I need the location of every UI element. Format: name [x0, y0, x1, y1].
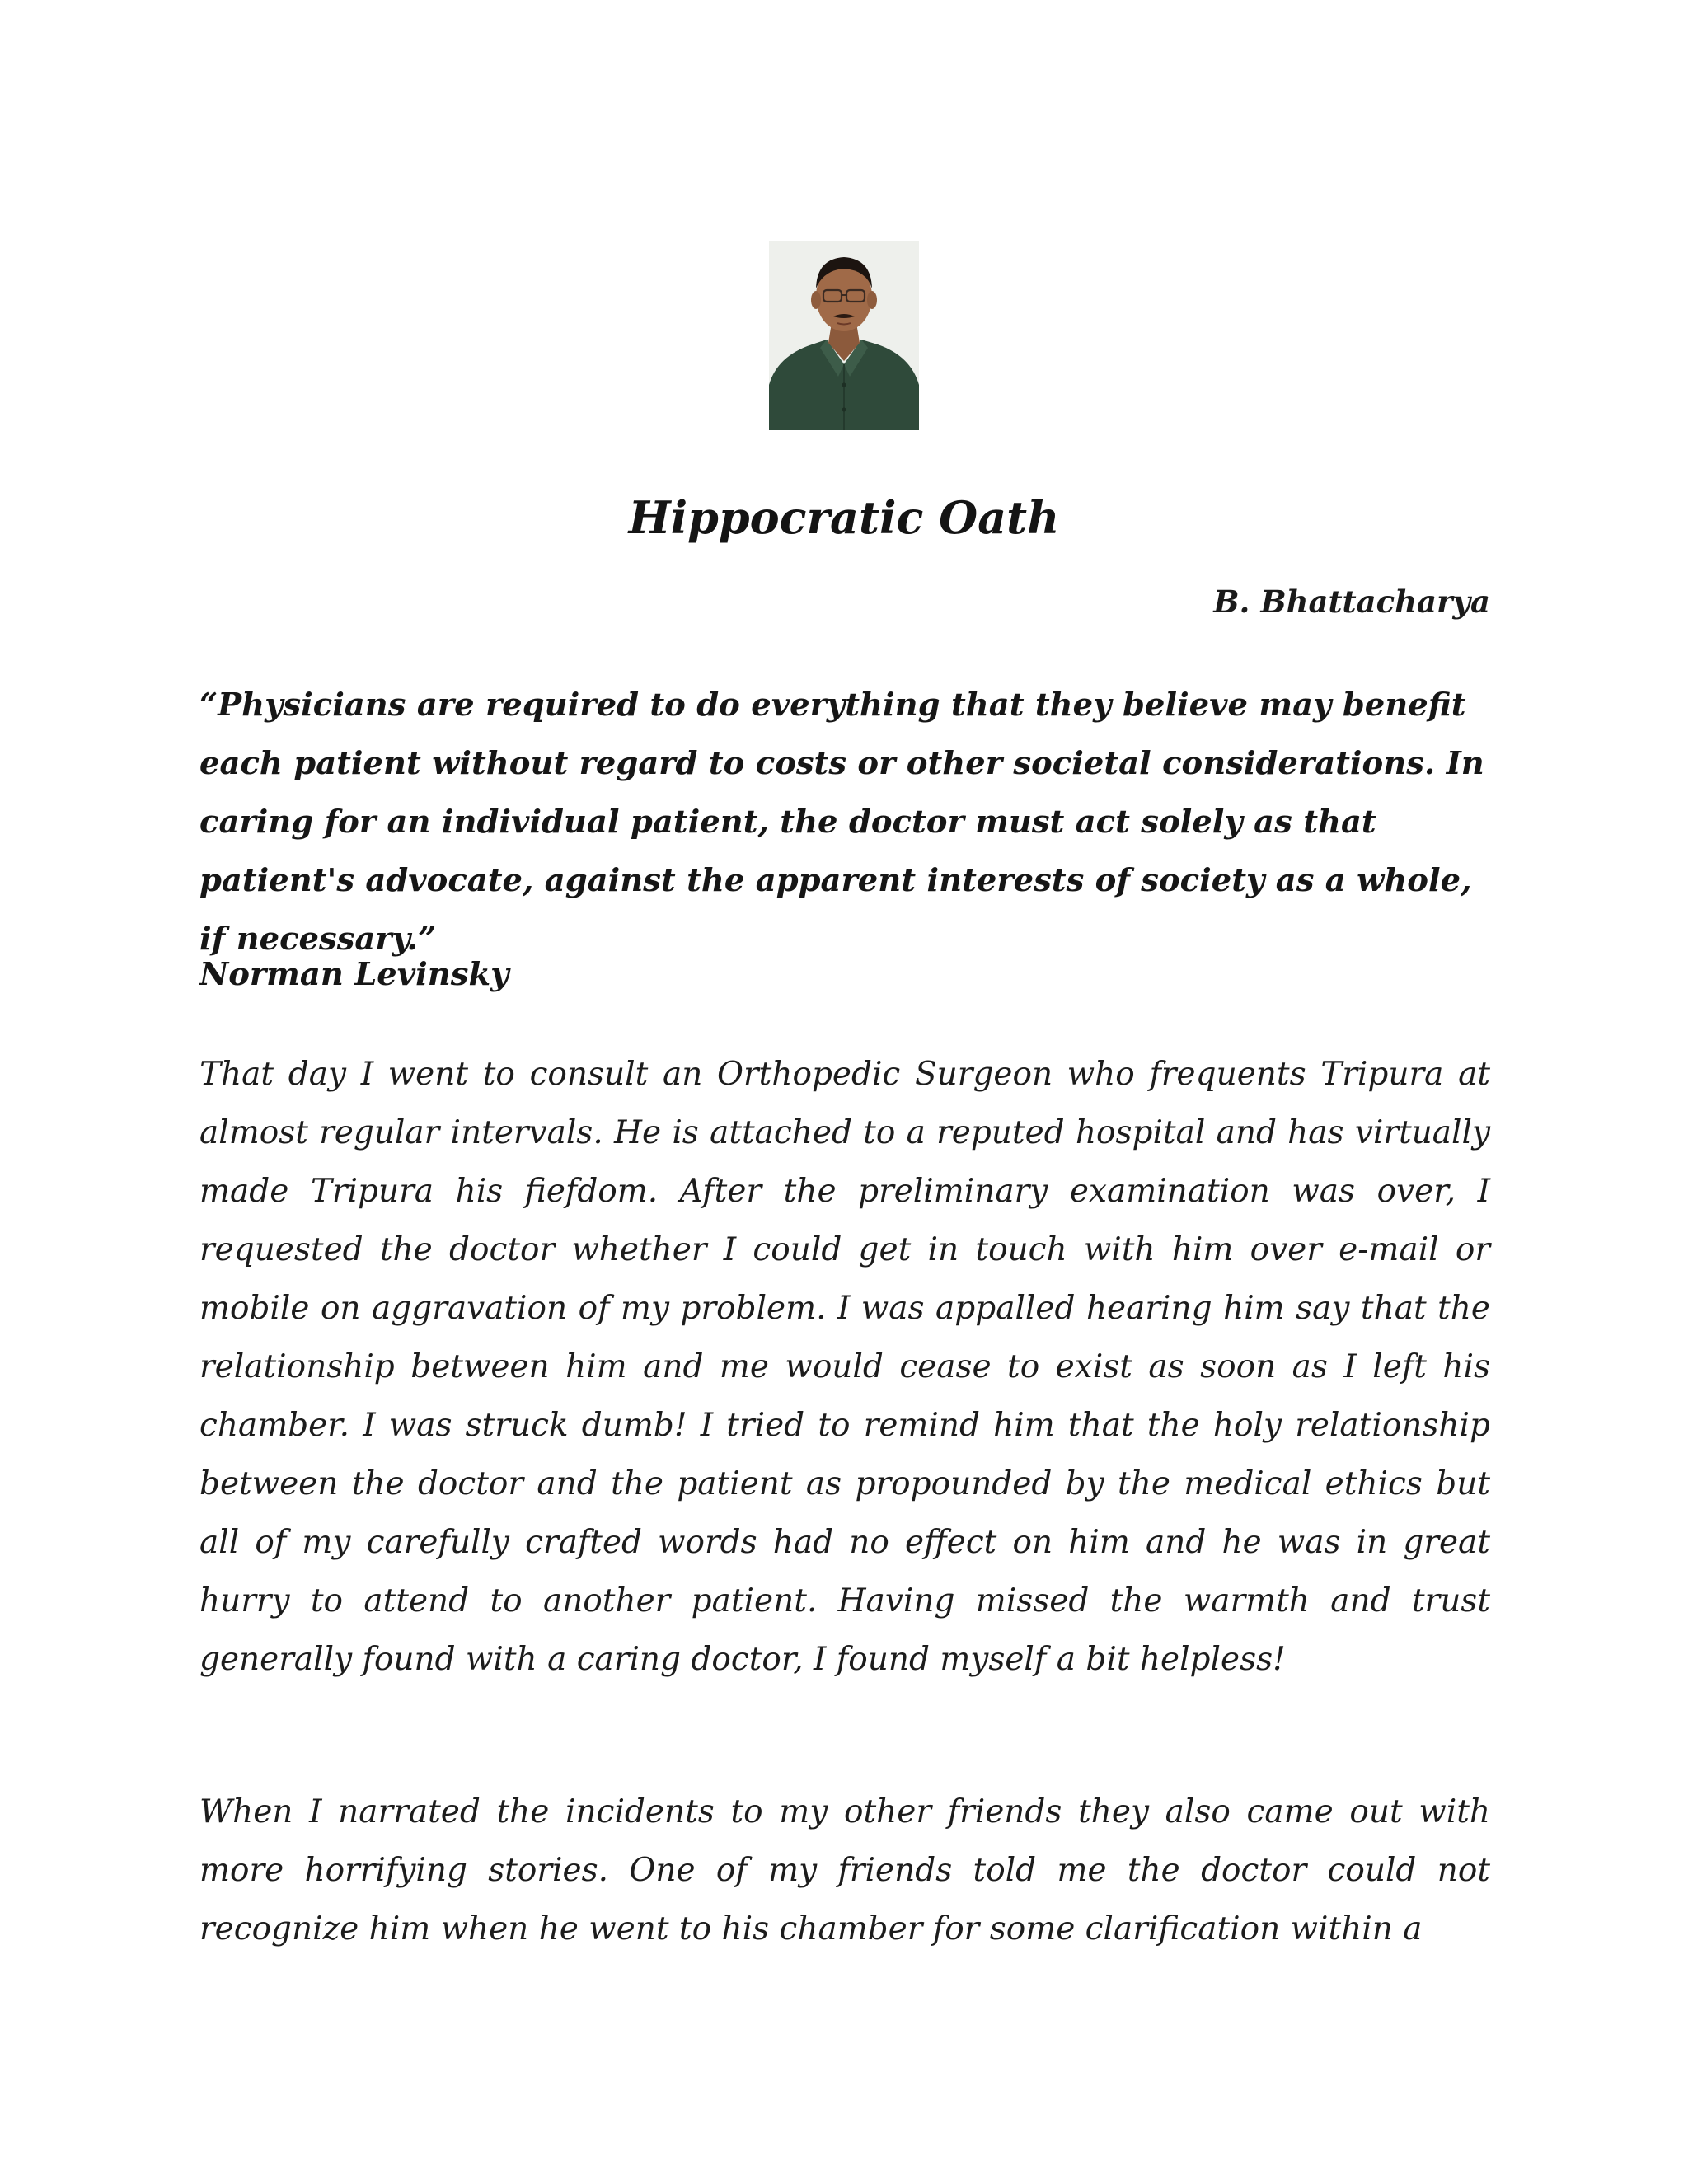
author-portrait: [769, 241, 919, 430]
author-byline: B. Bhattacharya: [1213, 583, 1490, 620]
epigraph-quote: “Physicians are required to do everything that they believe may benefit each patient without regard to costs or other societal considerations. In caring for an individual patient, the doctor must act solely as that patient's advocate, against the apparent interests of society as a whole, if necessary.”: [199, 687, 1484, 958]
epigraph-attribution: Norman Levinsky: [199, 956, 509, 993]
body-paragraph-1: That day I went to consult an Orthopedic Surgeon who frequents Tripura at almost regular intervals. He is attached to a reputed hospital and has virtually made Tripura his fiefdom. After the preliminary examination was over, I requested the doctor whether I could get in touch with him over e-mail or mobile on aggravation of my problem. I was appalled hearing him say that the relationship between him and me would cease to exist as soon as I left his chamber. I was struck dumb! I tried to remind him that the holy relationship between the doctor and the patient as propounded by the medical ethics but all of my carefully crafted words had no effect on him and he was in great hurry to attend to another patient. Having missed the warmth and trust generally found with a caring doctor, I found myself a bit helpless!: [199, 1056, 1490, 1678]
body-paragraph-2: When I narrated the incidents to my other friends they also came out with more horrifying stories. One of my friends told me the doctor could not recognize him when he went to his chamber for some clarification within a: [199, 1793, 1490, 1947]
document-title: Hippocratic Oath: [628, 491, 1060, 544]
